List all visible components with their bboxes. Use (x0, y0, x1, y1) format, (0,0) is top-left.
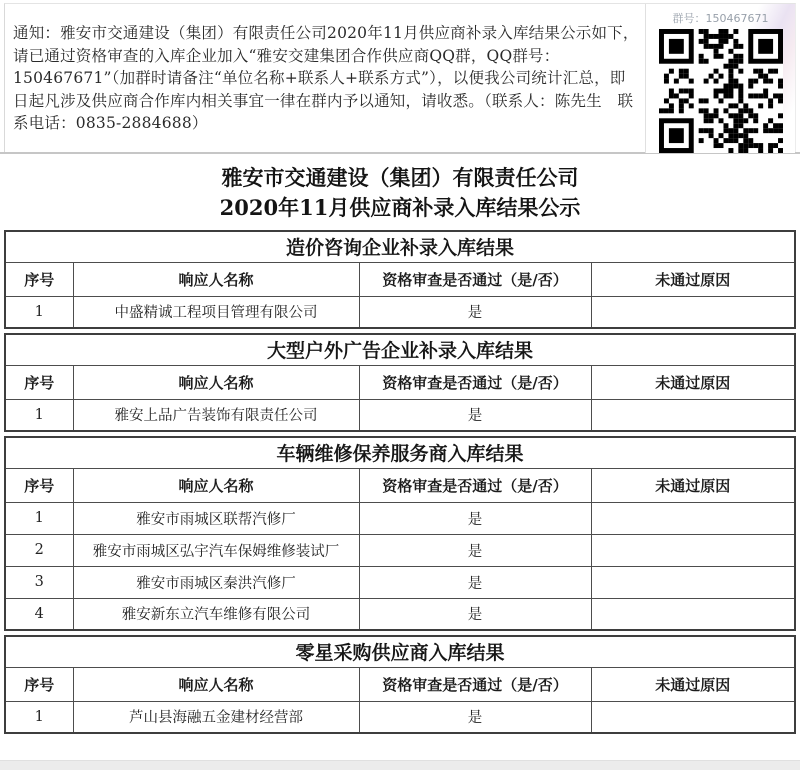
table-row (5, 598, 795, 630)
table-row (5, 534, 795, 566)
col-header-seq: 序号 (5, 365, 73, 399)
cell-qualified: 是 (359, 296, 591, 328)
cell-fail-reason (591, 566, 795, 598)
col-header-qualified: 资格审查是否通过（是/否） (359, 468, 591, 502)
section-title: 造价咨询企业补录入库结果 (5, 231, 795, 262)
cell-qualified: 是 (359, 701, 591, 733)
qq-group-number-label: 群号：150467671 (672, 12, 769, 25)
col-header-seq: 序号 (5, 468, 73, 502)
col-header-respondent: 响应人名称 (73, 468, 359, 502)
col-header-respondent: 响应人名称 (73, 365, 359, 399)
col-header-seq: 序号 (5, 667, 73, 701)
cell-respondent: 雅安市雨城区联帮汽修厂 (73, 502, 359, 534)
tables-wrap (4, 230, 796, 734)
col-header-qualified: 资格审查是否通过（是/否） (359, 365, 591, 399)
col-header-fail-reason: 未通过原因 (591, 667, 795, 701)
title-line-1: 雅安市交通建设（集团）有限责任公司 (221, 165, 579, 190)
table-outdoor-ads (4, 333, 796, 432)
table-row (5, 502, 795, 534)
cell-seq: 3 (5, 566, 73, 598)
cell-qualified: 是 (359, 566, 591, 598)
cell-respondent: 雅安新东立汽车维修有限公司 (73, 598, 359, 630)
col-header-qualified: 资格审查是否通过（是/否） (359, 667, 591, 701)
table-header-row (5, 262, 795, 296)
cell-qualified: 是 (359, 502, 591, 534)
table-row (5, 566, 795, 598)
cell-respondent: 中盛精诚工程项目管理有限公司 (73, 296, 359, 328)
col-header-respondent: 响应人名称 (73, 262, 359, 296)
cell-respondent: 雅安市雨城区弘宇汽车保姆维修装试厂 (73, 534, 359, 566)
cell-fail-reason (591, 296, 795, 328)
cell-fail-reason (591, 502, 795, 534)
cell-respondent: 芦山县海融五金建材经营部 (73, 701, 359, 733)
qr-code (659, 29, 783, 153)
bottom-gray-strip (0, 760, 800, 770)
cell-seq: 1 (5, 701, 73, 733)
col-header-fail-reason: 未通过原因 (591, 468, 795, 502)
cell-qualified: 是 (359, 598, 591, 630)
cell-qualified: 是 (359, 399, 591, 431)
cell-seq: 1 (5, 296, 73, 328)
table-row (5, 399, 795, 431)
cell-seq: 1 (5, 399, 73, 431)
cell-respondent: 雅安市雨城区秦洪汽修厂 (73, 566, 359, 598)
table-header-row (5, 468, 795, 502)
document-title (0, 154, 800, 230)
section-title: 车辆维修保养服务商入库结果 (5, 437, 795, 468)
table-row (5, 296, 795, 328)
notice-page (0, 3, 800, 770)
table-header-row (5, 667, 795, 701)
col-header-fail-reason: 未通过原因 (591, 365, 795, 399)
table-row (5, 701, 795, 733)
notice-text: 通知：雅安市交通建设（集团）有限责任公司2020年11月供应商补录入库结果公示如下，请已通过资格审查的入库企业加入“雅安交建集团合作供应商QQ群，QQ群号：150467671”（加群时请备注“单位名称+联系人+联系方式”），以便我公司统计汇总，即日起凡涉及供应商合作库内相关事宜一律在群内予以通知，请收悉。（联系人：陈先生 联系电话：0835-2884688） (13, 24, 639, 132)
cell-respondent: 雅安上品广告装饰有限责任公司 (73, 399, 359, 431)
col-header-respondent: 响应人名称 (73, 667, 359, 701)
table-misc-procurement (4, 635, 796, 734)
table-vehicle-maintenance (4, 436, 796, 631)
cell-fail-reason (591, 598, 795, 630)
section-title: 大型户外广告企业补录入库结果 (5, 334, 795, 365)
table-cost-consulting (4, 230, 796, 329)
cell-seq: 4 (5, 598, 73, 630)
col-header-seq: 序号 (5, 262, 73, 296)
cell-fail-reason (591, 534, 795, 566)
title-line-2: 2020年11月供应商补录入库结果公示 (219, 195, 581, 220)
cell-qualified: 是 (359, 534, 591, 566)
cell-seq: 1 (5, 502, 73, 534)
cell-fail-reason (591, 701, 795, 733)
qq-group-panel (645, 4, 795, 153)
section-title: 零星采购供应商入库结果 (5, 636, 795, 667)
cell-seq: 2 (5, 534, 73, 566)
table-header-row (5, 365, 795, 399)
col-header-fail-reason: 未通过原因 (591, 262, 795, 296)
col-header-qualified: 资格审查是否通过（是/否） (359, 262, 591, 296)
cell-fail-reason (591, 399, 795, 431)
top-section (4, 3, 796, 153)
